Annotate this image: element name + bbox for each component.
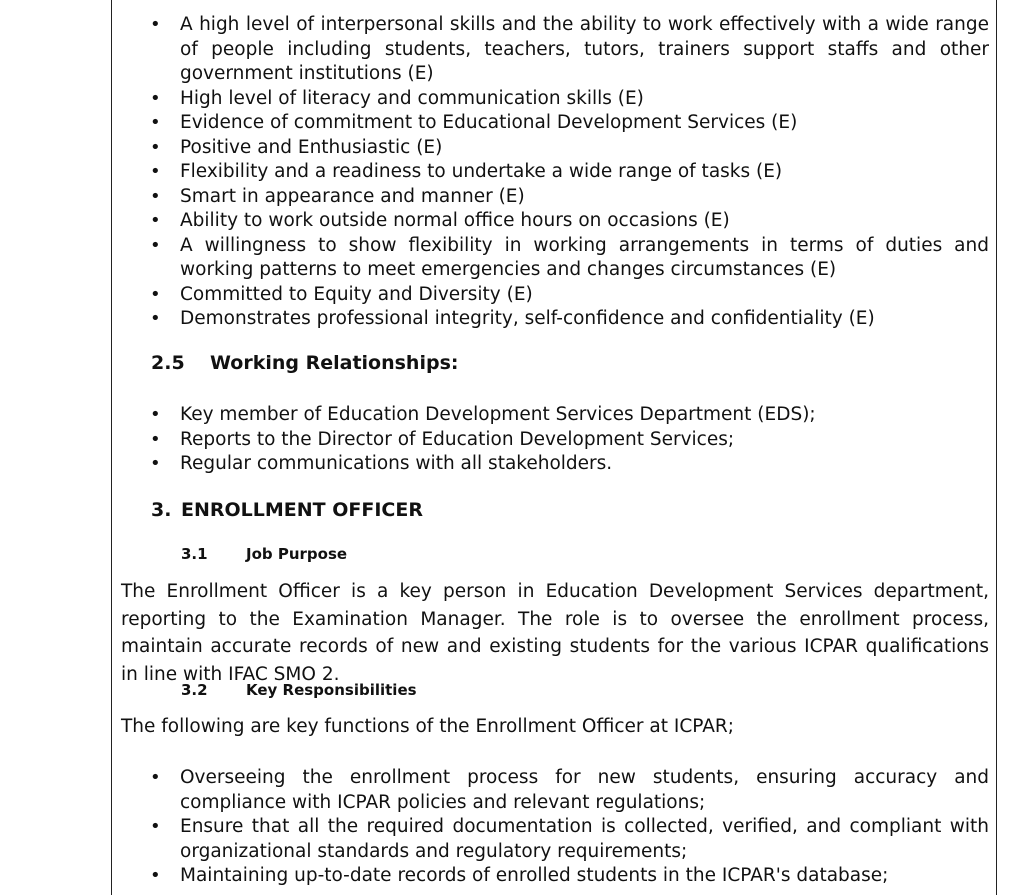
list-item: • A high level of interpersonal skills and the ability to work effectively with a wide range of people including students, teachers, tutors, trainers support staffs and other government institutions (E) bbox=[150, 13, 989, 87]
subheading-job-purpose bbox=[181, 545, 347, 563]
key-responsibilities-list bbox=[150, 766, 989, 889]
section-title: Working Relationships: bbox=[210, 352, 459, 374]
list-item: • Smart in appearance and manner (E) bbox=[150, 185, 989, 210]
list-item: • Key member of Education Development Services Department (EDS); bbox=[150, 403, 989, 428]
list-item: • Flexibility and a readiness to undertake a wide range of tasks (E) bbox=[150, 160, 989, 185]
list-item: • Committed to Equity and Diversity (E) bbox=[150, 283, 989, 308]
list-item: • Positive and Enthusiastic (E) bbox=[150, 136, 989, 161]
list-item: • Maintaining up-to-date records of enrolled students in the ICPAR's database; bbox=[150, 864, 989, 889]
subsection-title: Job Purpose bbox=[246, 545, 348, 563]
list-item: • Reports to the Director of Education Development Services; bbox=[150, 428, 989, 453]
subsection-title: Key Responsibilities bbox=[246, 681, 417, 699]
subsection-number: 3.1 bbox=[181, 545, 208, 563]
qualities-list bbox=[150, 13, 989, 332]
working-relationships-list bbox=[150, 403, 989, 477]
list-item: • Overseeing the enrollment process for new students, ensuring accuracy and compliance with ICPAR policies and relevant regulations; bbox=[150, 766, 989, 815]
list-item: • Evidence of commitment to Educational Development Services (E) bbox=[150, 111, 989, 136]
list-item: • Regular communications with all stakeholders. bbox=[150, 452, 989, 477]
section-number: 2.5 bbox=[151, 352, 185, 374]
subheading-key-responsibilities bbox=[181, 681, 417, 699]
list-item: • Ensure that all the required documentation is collected, verified, and compliant with organizational standards and regulatory requirements; bbox=[150, 815, 989, 864]
section-title: ENROLLMENT OFFICER bbox=[181, 499, 423, 521]
list-item: • Demonstrates professional integrity, self-confidence and confidentiality (E) bbox=[150, 307, 989, 332]
section-heading-working-relationships bbox=[151, 352, 458, 374]
key-responsibilities-intro: The following are key functions of the Enrollment Officer at ICPAR; bbox=[121, 716, 734, 737]
list-item: • High level of literacy and communication skills (E) bbox=[150, 87, 989, 112]
job-purpose-paragraph: The Enrollment Officer is a key person in Education Development Services department, reporting to the Examination Manager. The role is to oversee the enrollment process, maintain accurate records of new and existing students for the various ICPAR qualifications in line with IFAC SMO 2. bbox=[121, 581, 989, 685]
subsection-number: 3.2 bbox=[181, 681, 208, 699]
list-item: • Ability to work outside normal office hours on occasions (E) bbox=[150, 209, 989, 234]
section-number: 3. bbox=[151, 499, 172, 521]
section-heading-enrollment-officer bbox=[151, 499, 423, 521]
list-item: • A willingness to show flexibility in working arrangements in terms of duties and working patterns to meet emergencies and changes circumstances (E) bbox=[150, 234, 989, 283]
